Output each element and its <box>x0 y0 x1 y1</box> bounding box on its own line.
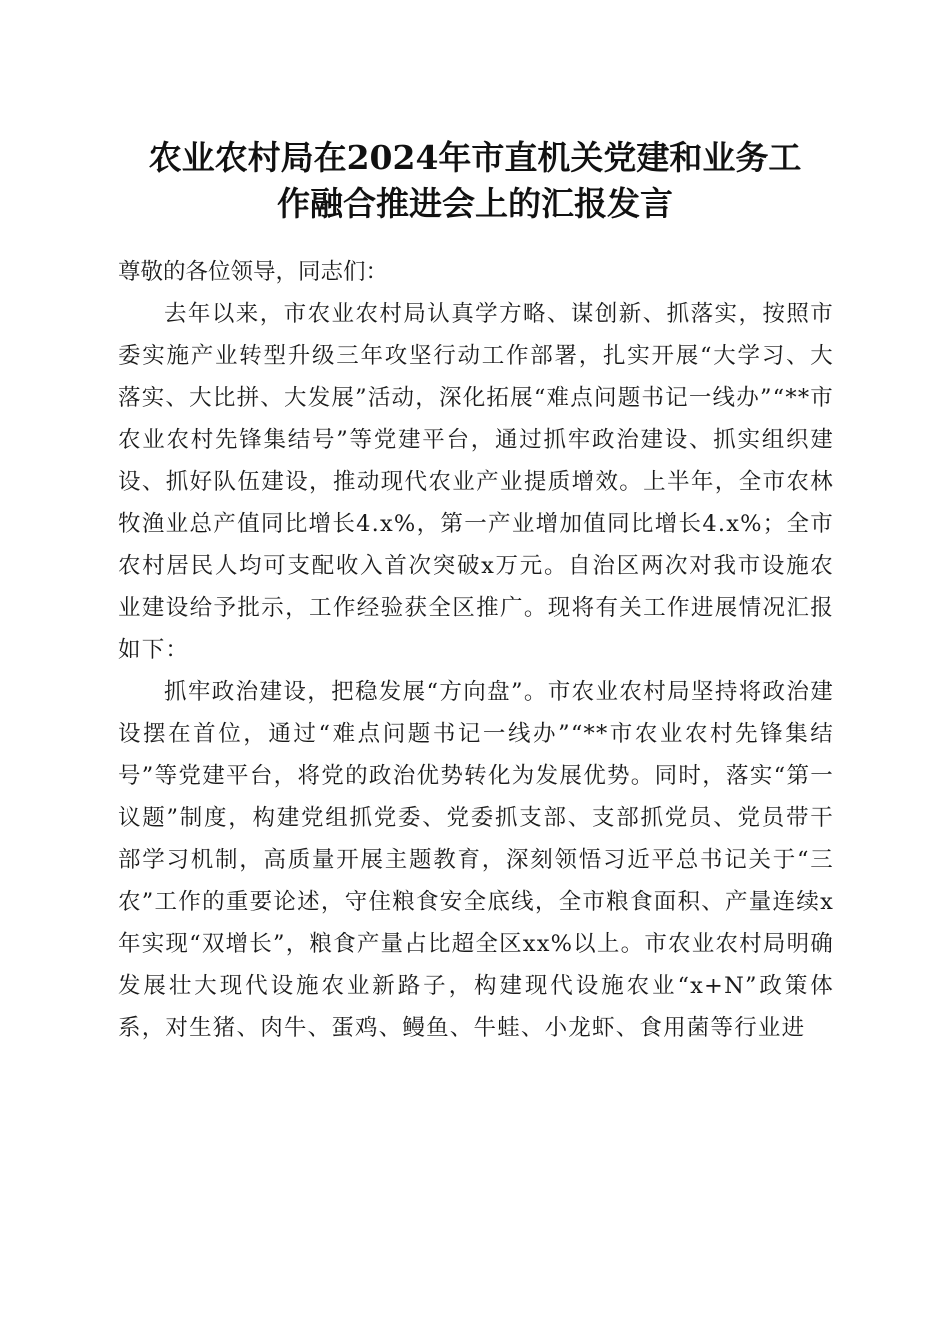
paragraph-political-construction: 抓牢政治建设，把稳发展“方向盘”。市农业农村局坚持将政治建设摆在首位，通过“难点问题书记一线办”“**市农业农村先锋集结号”等党建平台，将党的政治优势转化为发展优势。同时，落实“第一议题”制度，构建党组抓党委、党委抓支部、支部抓党员、党员带干部学习机制，高质量开展主题教育，深刻领悟习近平总书记关于“三农”工作的重要论述，守住粮食安全底线，全市粮食面积、产量连续x年实现“双增长”，粮食产量占比超全区xx%以上。市农业农村局明确发展壮大现代设施农业新路子，构建现代设施农业“x+N”政策体系，对生猪、肉牛、蛋鸡、鳗鱼、牛蛙、小龙虾、食用菌等行业进 <box>118 679 834 1041</box>
document-title <box>100 135 850 227</box>
document-title-line-1: 农业农村局在2024年市直机关党建和业务工 <box>148 138 802 177</box>
document-body <box>118 251 834 1049</box>
document-title-line-2: 作融合推进会上的汇报发言 <box>277 184 673 223</box>
salutation: 尊敬的各位领导，同志们： <box>118 259 389 285</box>
paragraph-intro: 去年以来，市农业农村局认真学方略、谋创新、抓落实，按照市委实施产业转型升级三年攻坚行动工作部署，扎实开展“大学习、大落实、大比拼、大发展”活动，深化拓展“难点问题书记一线办”“**市农业农村先锋集结号”等党建平台，通过抓牢政治建设、抓实组织建设、抓好队伍建设，推动现代农业产业提质增效。上半年，全市农林牧渔业总产值同比增长4.x%，第一产业增加值同比增长4.x%；全市农村居民人均可支配收入首次突破x万元。自治区两次对我市设施农业建设给予批示，工作经验获全区推广。现将有关工作进展情况汇报如下： <box>118 301 834 663</box>
